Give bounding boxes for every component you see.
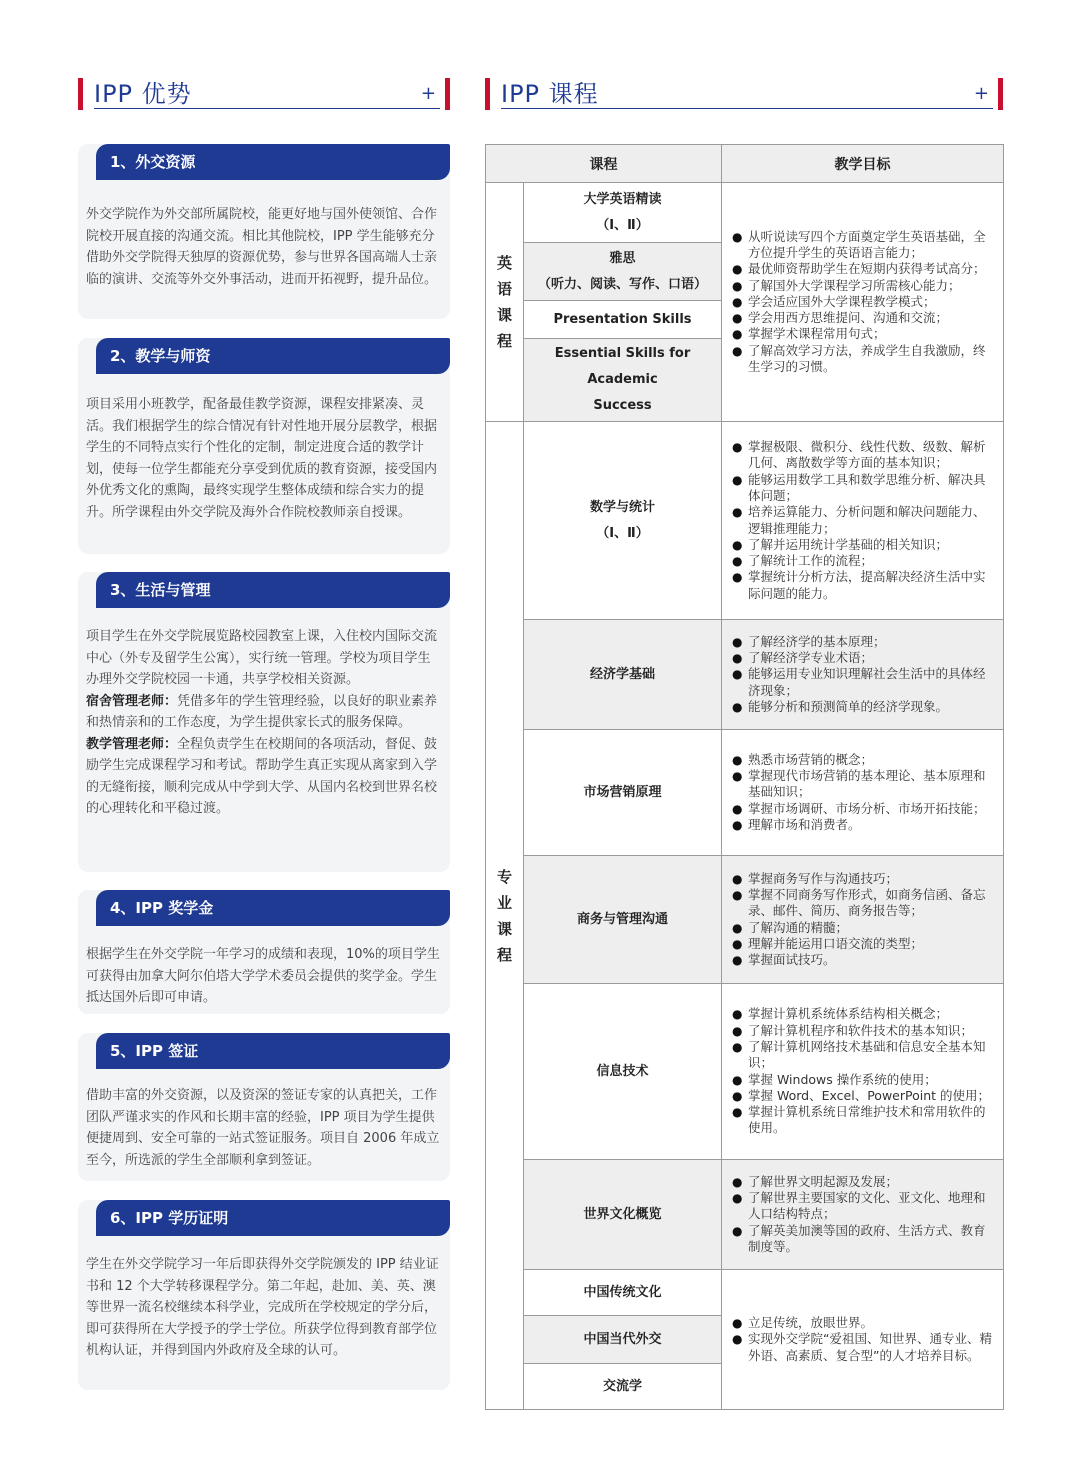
course-goals <box>722 1160 1004 1270</box>
course-name <box>524 730 722 856</box>
card-title: 1、外交资源 <box>96 144 450 180</box>
card-body <box>86 1254 442 1362</box>
header-course: 课程 <box>486 145 722 183</box>
goal-item: ● 掌握计算机系统日常维护技术和常用软件的使用。 <box>732 1104 995 1137</box>
course-goals <box>722 422 1004 620</box>
goal-item: ● 掌握面试技巧。 <box>732 952 995 968</box>
paragraph-text: 全程负责学生在校期间的各项活动，督促、鼓励学生完成课程学习和考试。帮助学生真正实现从离家到入学的无缝衔接，顺利完成从中学到大学、从国内名校到世界名校的心理转化和平稳过渡。 <box>86 736 438 816</box>
goal-list <box>732 871 995 969</box>
course-name <box>524 422 722 620</box>
card-body <box>86 1085 442 1171</box>
course-label: 商务与管理沟通 <box>576 911 668 927</box>
goal-item: ● 了解沟通的精髓； <box>732 920 995 936</box>
goal-item: ● 从听说读写四个方面奠定学生英语基础，全方位提升学生的英语语言能力； <box>732 229 995 262</box>
card-body <box>86 394 442 523</box>
course-label: 雅思 （听力、阅读、写作、口语） <box>537 250 707 292</box>
goal-item: ● 了解计算机程序和软件技术的基本知识； <box>732 1023 995 1039</box>
course-label: Presentation Skills <box>553 311 692 327</box>
goal-item: ● 掌握极限、微积分、线性代数、级数、解析几何、离散数学等方面的基本知识； <box>732 439 995 472</box>
goal-item: ● 了解英美加澳等国的政府、生活方式、教育制度等。 <box>732 1223 995 1256</box>
advantage-card-degree <box>78 1200 450 1390</box>
goal-item: ● 理解并能运用口语交流的类型； <box>732 936 995 952</box>
course-goals <box>722 1270 1004 1410</box>
goal-list <box>732 1006 995 1136</box>
goal-item: ● 掌握学术课程常用句式； <box>732 326 995 342</box>
card-paragraph: 借助丰富的外交资源，以及资深的签证专家的认真把关，工作团队严谨求实的作风和长期丰富的经验，IPP 项目为学生提供便捷周到、安全可靠的一站式签证服务。项目自 2006 年成立至今，所选派的学生全部顺利拿到签证。 <box>86 1088 440 1168</box>
table-header-row <box>486 145 1004 183</box>
course-label: 数学与统计 （Ⅰ、Ⅱ） <box>589 499 655 541</box>
goal-item: ● 最优师资帮助学生在短期内获得考试高分； <box>732 261 995 277</box>
goal-list <box>732 229 995 376</box>
course-goals <box>722 856 1004 984</box>
course-goals <box>722 620 1004 730</box>
table-row <box>486 422 1004 620</box>
card-paragraph: 学生在外交学院学习一年后即获得外交学院颁发的 IPP 结业证书和 12 个大学转移课程学分。第二年起，赴加、美、英、澳等世界一流名校继续本科学业，完成所在学校规定的学分后，即可获得所在大学授予的学士学位。所获学位得到教育部学位机构认证，并得到国内外政府及全球的认可。 <box>86 1257 439 1358</box>
goal-item: ● 掌握统计分析方法，提高解决经济生活中实际问题的能力。 <box>732 569 995 602</box>
table-row <box>486 984 1004 1160</box>
course-name <box>524 301 722 339</box>
header-accent-bar <box>485 78 490 110</box>
course-name <box>524 620 722 730</box>
goal-item: ● 培养运算能力、分析问题和解决问题能力、逻辑推理能力； <box>732 504 995 537</box>
course-table <box>485 144 1004 1410</box>
course-name <box>524 856 722 984</box>
card-paragraph <box>86 691 442 734</box>
card-title: 5、IPP 签证 <box>96 1033 450 1069</box>
header-accent-bar <box>998 78 1003 110</box>
course-name <box>524 1160 722 1270</box>
header-accent-bar <box>445 78 450 110</box>
goal-item: ● 能够分析和预测简单的经济学现象。 <box>732 699 995 715</box>
goal-item: ● 学会用西方思维提问、沟通和交流； <box>732 310 995 326</box>
goal-item: ● 掌握市场调研、市场分析、市场开拓技能； <box>732 801 995 817</box>
goal-item: ● 了解高效学习方法，养成学生自我激励，终生学习的习惯。 <box>732 343 995 376</box>
card-paragraph <box>86 734 442 820</box>
course-label: 世界文化概览 <box>583 1206 662 1222</box>
header-accent-bar <box>78 78 83 110</box>
course-goals <box>722 984 1004 1160</box>
goal-list <box>732 1174 995 1255</box>
table-row <box>486 183 1004 243</box>
goal-item: ● 掌握现代市场营销的基本理论、基本原理和基础知识； <box>732 768 995 801</box>
goal-item: ● 掌握 Windows 操作系统的使用； <box>732 1072 995 1088</box>
goal-item: ● 了解国外大学课程学习所需核心能力； <box>732 278 995 294</box>
plus-icon: + <box>973 83 989 104</box>
course-label: 大学英语精读 （Ⅰ、Ⅱ） <box>583 191 662 233</box>
card-body <box>86 944 442 1009</box>
ipp-courses-header <box>485 74 1003 110</box>
plus-icon: + <box>420 83 436 104</box>
header-goal: 教学目标 <box>722 145 1004 183</box>
goal-item: ● 了解统计工作的流程； <box>732 553 995 569</box>
header-underline <box>94 108 440 109</box>
section-title: IPP 优势 <box>94 80 192 108</box>
table-row <box>486 856 1004 984</box>
course-name <box>524 339 722 422</box>
goal-list <box>732 1315 995 1364</box>
card-body <box>86 626 442 820</box>
goal-list <box>732 634 995 715</box>
course-name <box>524 1270 722 1316</box>
card-title: 2、教学与师资 <box>96 338 450 374</box>
course-name <box>524 243 722 301</box>
goal-item: ● 学会适应国外大学课程教学模式； <box>732 294 995 310</box>
category-label: 专 业 课 程 <box>496 867 512 964</box>
goal-item: ● 了解世界主要国家的文化、亚文化、地理和人口结构特点； <box>732 1190 995 1223</box>
card-title: 4、IPP 奖学金 <box>96 890 450 926</box>
course-name <box>524 1316 722 1364</box>
advantage-card-diplomatic-resources <box>78 144 450 319</box>
paragraph-text: 凭借多年的学生管理经验，以良好的职业素养和热情亲和的工作态度，为学生提供家长式的服务保障。 <box>86 693 438 730</box>
course-label: 中国当代外交 <box>583 1331 662 1347</box>
course-label: 交流学 <box>602 1378 642 1394</box>
course-name <box>524 984 722 1160</box>
course-label: 经济学基础 <box>589 666 655 682</box>
course-name <box>524 1364 722 1410</box>
card-paragraph: 根据学生在外交学院一年学习的成绩和表现，10%的项目学生可获得由加拿大阿尔伯塔大学学术委员会提供的奖学金。学生抵达国外后即可申请。 <box>86 947 440 1005</box>
course-label: 市场营销原理 <box>583 784 662 800</box>
card-title: 6、IPP 学历证明 <box>96 1200 450 1236</box>
goal-item: ● 了解并运用统计学基础的相关知识； <box>732 537 995 553</box>
course-name <box>524 183 722 243</box>
goal-item: ● 掌握计算机系统体系结构相关概念； <box>732 1006 995 1022</box>
goal-item: ● 了解计算机网络技术基础和信息安全基本知识； <box>732 1039 995 1072</box>
goal-item: ● 了解经济学的基本原理； <box>732 634 995 650</box>
category-english <box>486 183 524 422</box>
goal-item: ● 掌握不同商务写作形式，如商务信函、备忘录、邮件、简历、商务报告等； <box>732 887 995 920</box>
course-label: 信息技术 <box>596 1063 649 1079</box>
paragraph-lead: 宿舍管理老师： <box>86 693 178 709</box>
advantage-card-teaching <box>78 338 450 554</box>
goal-item: ● 立足传统，放眼世界。 <box>732 1315 995 1331</box>
category-label: 英 语 课 程 <box>496 254 512 350</box>
table-row <box>486 730 1004 856</box>
goal-item: ● 能够运用专业知识理解社会生活中的具体经济现象； <box>732 666 995 699</box>
course-goals <box>722 730 1004 856</box>
card-paragraph: 外交学院作为外交部所属院校，能更好地与国外使领馆、合作院校开展直接的沟通交流。相比其他院校，IPP 学生能够充分借助外交学院得天独厚的资源优势，参与世界各国高端人士亲临的演讲、交流等外交外事活动，进而开拓视野，提升品位。 <box>86 207 438 287</box>
course-label: 中国传统文化 <box>583 1284 662 1300</box>
paragraph-lead: 教学管理老师： <box>86 736 178 752</box>
goal-item: ● 掌握商务写作与沟通技巧； <box>732 871 995 887</box>
section-title: IPP 课程 <box>501 80 599 108</box>
english-goals <box>722 183 1004 422</box>
goal-list <box>732 439 995 602</box>
goal-item: ● 掌握 Word、Excel、PowerPoint 的使用； <box>732 1088 995 1104</box>
card-paragraph: 项目学生在外交学院展览路校园教室上课，入住校内国际交流中心（外专及留学生公寓），实行统一管理。学校为项目学生办理外交学院校园一卡通，共享学校相关资源。 <box>86 629 438 687</box>
table-row <box>486 620 1004 730</box>
goal-item: ● 能够运用数学工具和数学思维分析、解决具体问题； <box>732 472 995 505</box>
course-label: Essential Skills for Academic Success <box>554 346 691 413</box>
advantage-card-life-management <box>78 572 450 872</box>
card-paragraph: 项目采用小班教学，配备最佳教学资源，课程安排紧凑、灵活。我们根据学生的综合情况有针对性地开展分层教学，根据学生的不同特点实行个性化的定制，制定进度合适的教学计划，使每一位学生都能充分享受到优质的教育资源，接受国内外优秀文化的熏陶，最终实现学生整体成绩和综合实力的提升。所学课程由外交学院及海外合作院校教师亲自授课。 <box>86 397 438 520</box>
card-title: 3、生活与管理 <box>96 572 450 608</box>
card-body <box>86 204 442 290</box>
goal-item: ● 了解经济学专业术语； <box>732 650 995 666</box>
advantage-card-scholarship <box>78 890 450 1014</box>
header-underline <box>501 108 993 109</box>
goal-item: ● 了解世界文明起源及发展； <box>732 1174 995 1190</box>
ipp-advantages-header <box>78 74 450 110</box>
goal-list <box>732 752 995 833</box>
advantage-card-visa <box>78 1033 450 1181</box>
table-row <box>486 1160 1004 1270</box>
category-professional <box>486 422 524 1410</box>
goal-item: ● 理解市场和消费者。 <box>732 817 995 833</box>
goal-item: ● 实现外交学院“爱祖国、知世界、通专业、精外语、高素质、复合型”的人才培养目标。 <box>732 1331 995 1364</box>
goal-item: ● 熟悉市场营销的概念； <box>732 752 995 768</box>
table-row <box>486 1270 1004 1316</box>
